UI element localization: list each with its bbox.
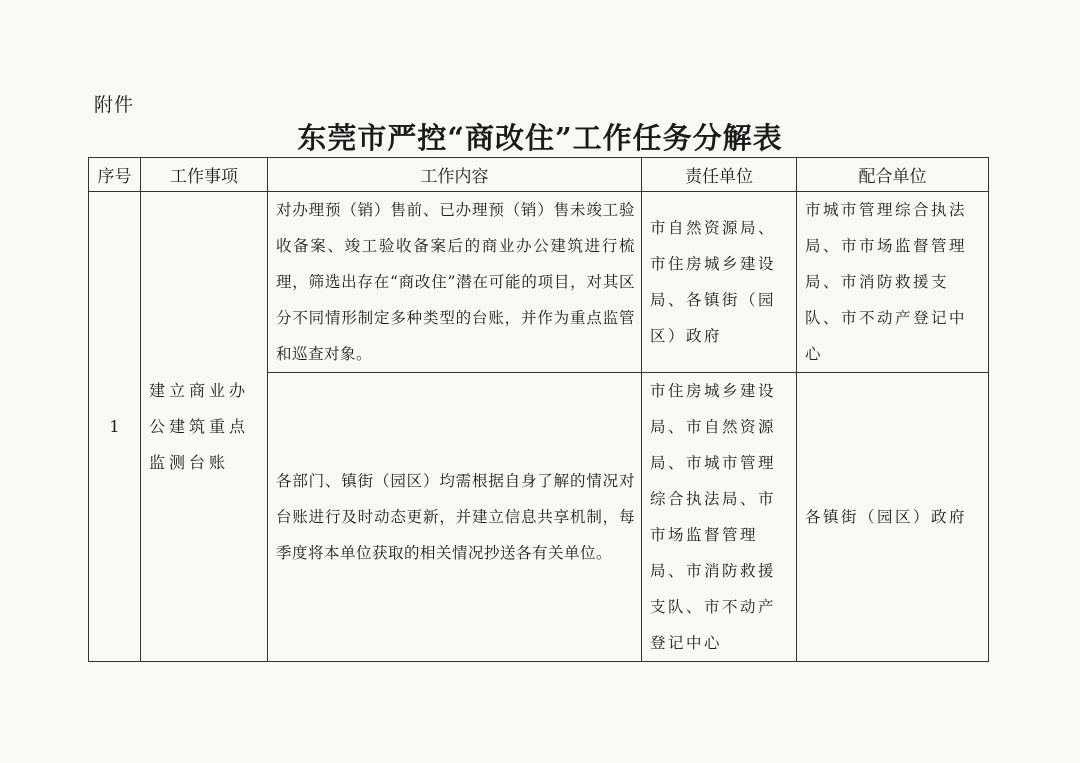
attachment-label: 附件 bbox=[94, 94, 135, 116]
task-content: 各部门、镇街（园区）均需根据自身了解的情况对台账进行及时动态更新，并建立信息共享机制，每季度将本单位获取的相关情况抄送各有关单位。 bbox=[268, 373, 642, 662]
row-matter: 建立商业办公建筑重点监测台账 bbox=[141, 192, 268, 662]
task-content: 对办理预（销）售前、已办理预（销）售未竣工验收备案、竣工验收备案后的商业办公建筑进行梳理，筛选出存在“商改住”潜在可能的项目，对其区分不同情形制定多种类型的台账，并作为重点监管和巡查对象。 bbox=[268, 192, 642, 373]
header-cooperating: 配合单位 bbox=[797, 158, 989, 192]
row-seq: 1 bbox=[89, 192, 141, 662]
task-cooperating: 各镇街（园区）政府 bbox=[797, 373, 989, 662]
task-breakdown-table bbox=[88, 157, 989, 662]
table-row bbox=[89, 192, 989, 373]
header-responsible: 责任单位 bbox=[642, 158, 797, 192]
header-seq: 序号 bbox=[89, 158, 141, 192]
header-matter: 工作事项 bbox=[141, 158, 268, 192]
task-responsible: 市自然资源局、市住房城乡建设局、各镇街（园区）政府 bbox=[642, 192, 797, 373]
task-responsible: 市住房城乡建设局、市自然资源局、市城市管理综合执法局、市市场监督管理局、市消防救援支队、市不动产登记中心 bbox=[642, 373, 797, 662]
task-cooperating: 市城市管理综合执法局、市市场监督管理局、市消防救援支队、市不动产登记中心 bbox=[797, 192, 989, 373]
header-content: 工作内容 bbox=[268, 158, 642, 192]
document-title: 东莞市严控“商改住”工作任务分解表 bbox=[297, 121, 783, 155]
table-header-row bbox=[89, 158, 989, 192]
